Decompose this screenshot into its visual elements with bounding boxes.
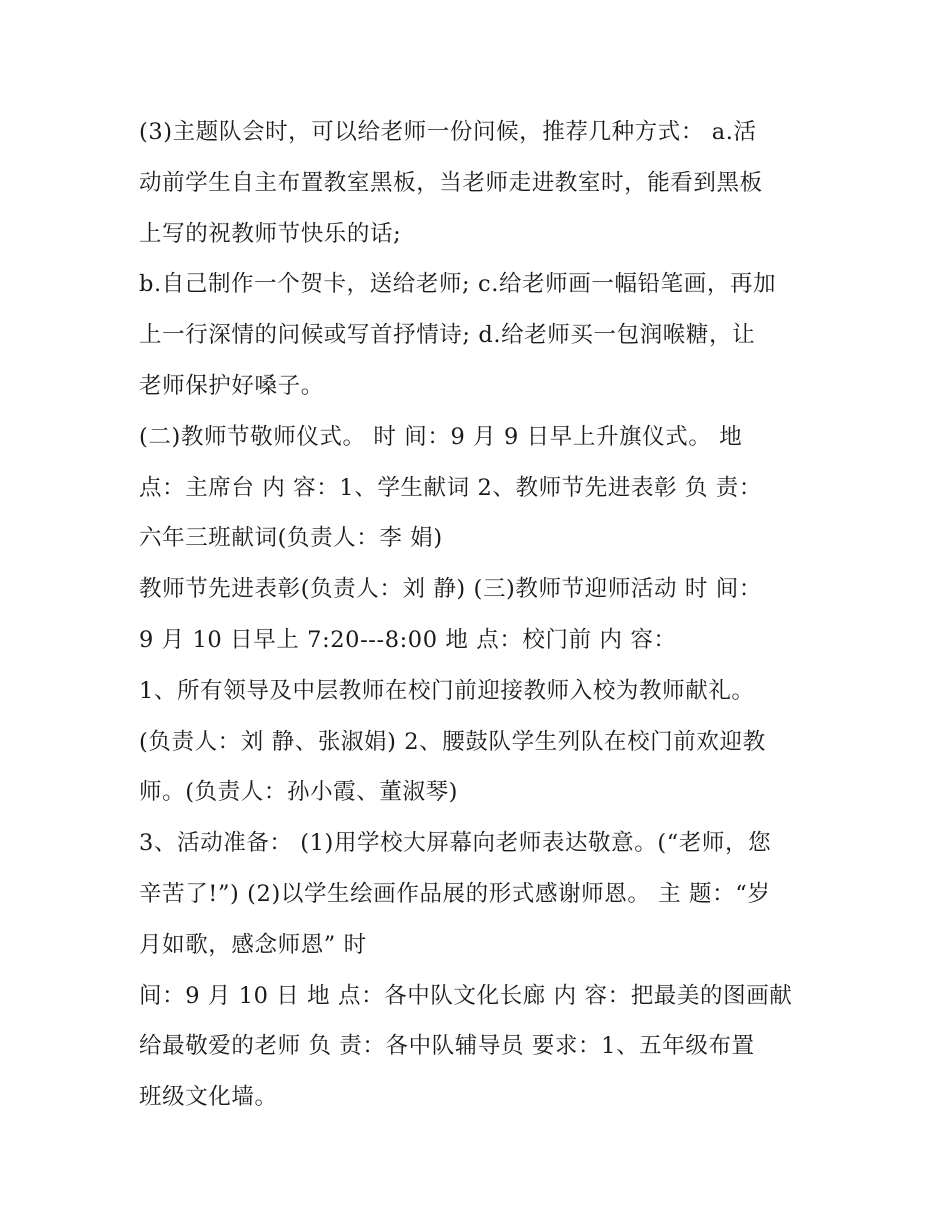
text-line: 间：9 月 10 日 地 点：各中队文化长廊 内 容：把最美的图画献 bbox=[139, 982, 793, 1009]
text-line: (二)教师节敬师仪式。 时 间：9 月 9 日早上升旗仪式。 地 bbox=[139, 423, 743, 450]
text-line: 上写的祝教师节快乐的话; bbox=[139, 220, 402, 247]
text-line: 老师保护好嗓子。 bbox=[139, 372, 324, 399]
text-line: 辛苦了!”) (2)以学生绘画作品展的形式感谢师恩。 主 题：“岁 bbox=[139, 880, 771, 907]
text-line: (3)主题队会时，可以给老师一份问候，推荐几种方式： a.活 bbox=[139, 119, 757, 145]
text-line: 给最敬爱的老师 负 责：各中队辅导员 要求：1、五年级布置 bbox=[139, 1033, 755, 1060]
text-line: (负责人：刘 静、张淑娟) 2、腰鼓队学生列队在校门前欢迎教 bbox=[139, 728, 766, 755]
text-line: 教师节先进表彰(负责人：刘 静) (三)教师节迎师活动 时 间： bbox=[139, 576, 762, 603]
text-line: 师。(负责人：孙小霞、董淑琴) bbox=[139, 779, 459, 806]
text-line: 上一行深情的问候或写首抒情诗; d.给老师买一包润喉糖，让 bbox=[139, 322, 756, 349]
text-line: 9 月 10 日早上 7:20---8:00 地 点：校门前 内 容： bbox=[139, 626, 677, 653]
text-line: 动前学生自主布置教室黑板，当老师走进教室时，能看到黑板 bbox=[139, 169, 763, 196]
text-line: b.自己制作一个贺卡，送给老师; c.给老师画一幅铅笔画，再加 bbox=[139, 271, 777, 298]
text-line: 六年三班献词(负责人：李 娟) bbox=[139, 525, 443, 552]
text-line: 班级文化墙。 bbox=[139, 1084, 278, 1111]
text-line: 3、活动准备： (1)用学校大屏幕向老师表达敬意。(“老师，您 bbox=[139, 830, 772, 857]
text-line: 点：主席台 内 容：1、学生献词 2、教师节先进表彰 负 责： bbox=[139, 474, 762, 501]
document-body bbox=[139, 107, 819, 1123]
text-line: 月如歌，感念师恩” 时 bbox=[139, 931, 367, 958]
text-line: 1、所有领导及中层教师在校门前迎接教师入校为教师献礼。 bbox=[139, 677, 755, 704]
